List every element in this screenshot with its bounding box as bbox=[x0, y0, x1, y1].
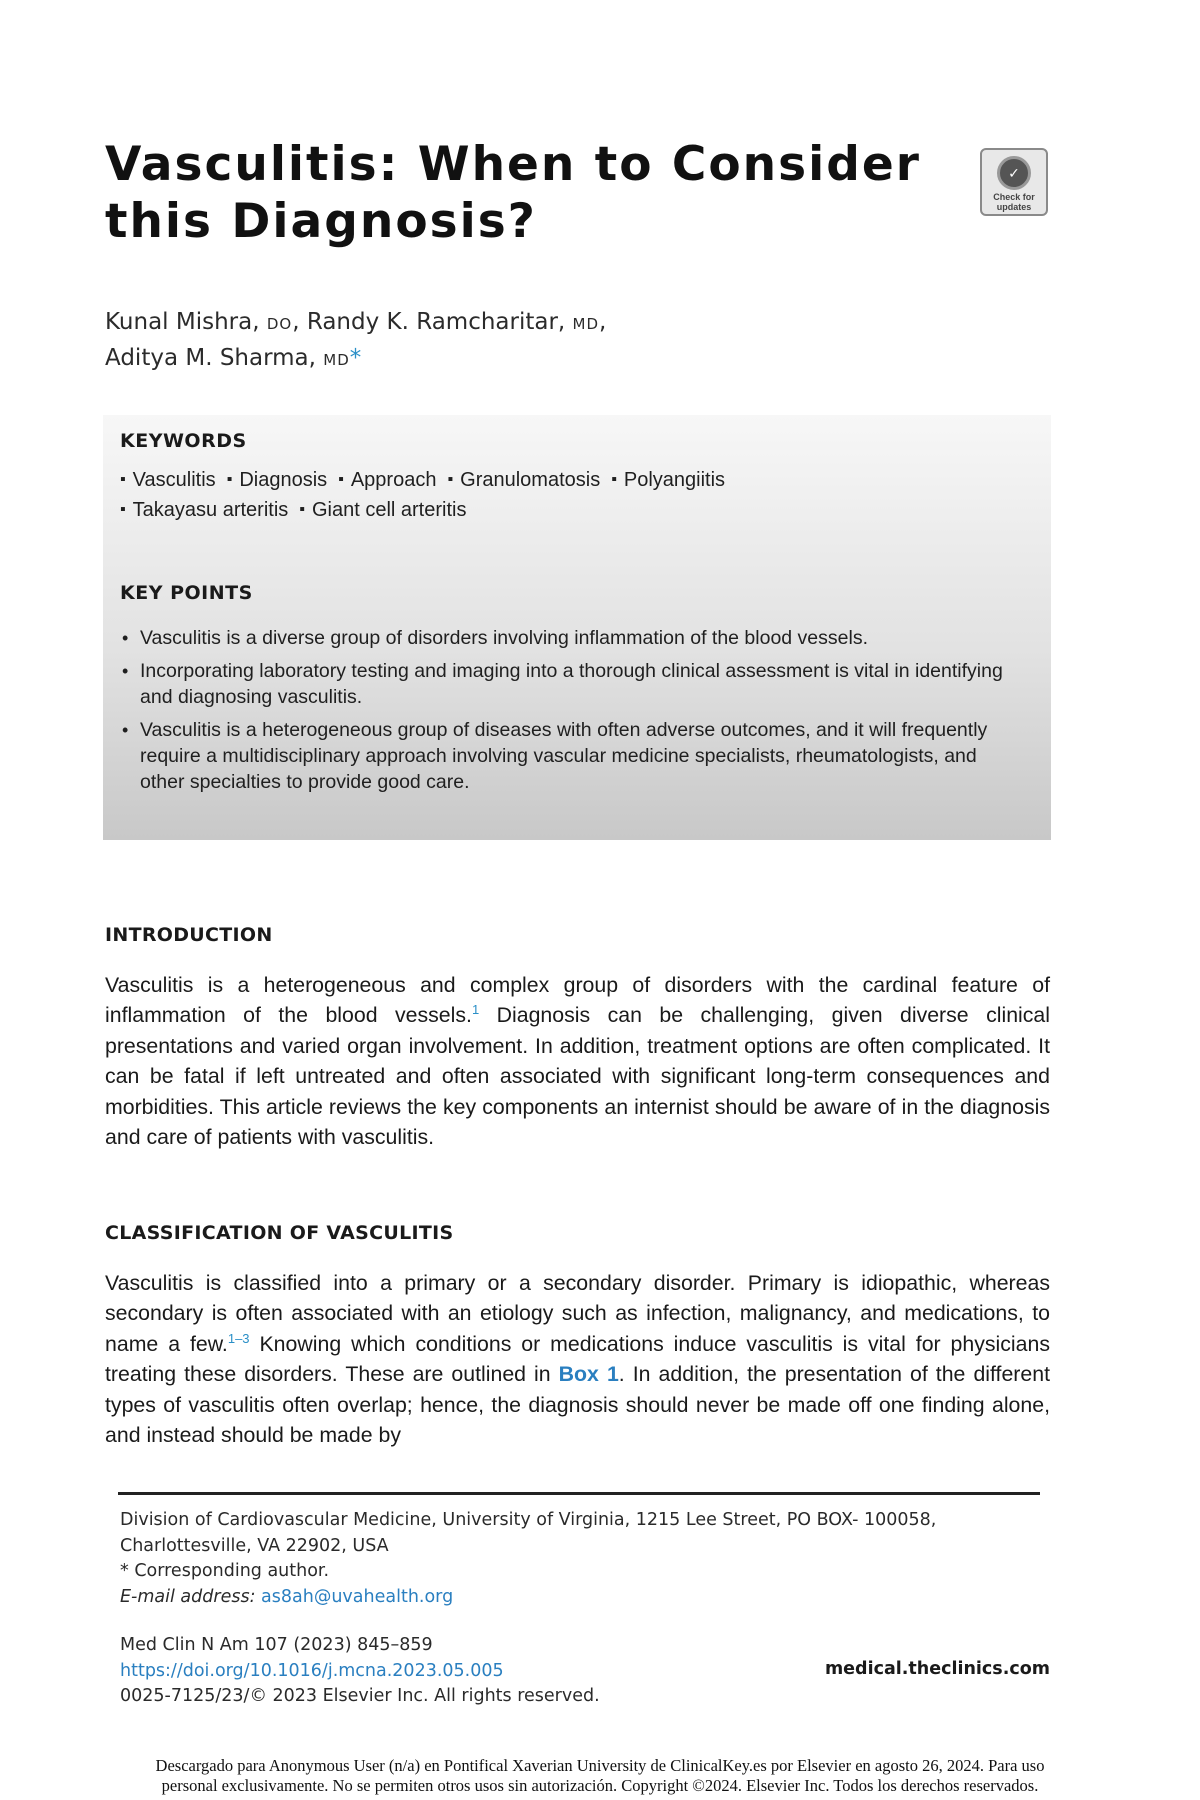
article-title bbox=[105, 136, 925, 250]
doi-link[interactable]: https://doi.org/10.1016/j.mcna.2023.05.005 bbox=[120, 1660, 504, 1681]
email-link[interactable]: as8ah@uvahealth.org bbox=[261, 1586, 454, 1607]
journal-website[interactable]: medical.theclinics.com bbox=[824, 1659, 1050, 1679]
keywords-line-1 bbox=[120, 469, 725, 492]
reference-link[interactable]: 1 bbox=[471, 1002, 480, 1018]
box-1-link[interactable]: Box 1 bbox=[558, 1362, 619, 1387]
corresponding-author-marker[interactable]: * bbox=[349, 345, 362, 371]
author-name: Kunal Mishra, bbox=[105, 309, 260, 335]
key-point: • Incorporating laboratory testing and imaging into a thorough clinical assessment is vital in identifying and diagnosing vasculitis. bbox=[120, 658, 1020, 710]
reference-link[interactable]: 1–3 bbox=[227, 1330, 250, 1346]
download-notice: Descargado para Anonymous User (n/a) en Pontifical Xaverian University de ClinicalKey.es por Elsevier en agosto 26, 2024. Para uso personal exclusivamente. No se permiten otros usos sin autorización. Copyright ©2024. Elsevier Inc. Todos los derechos reservados. bbox=[155, 1756, 1045, 1795]
copyright-line: 0025-7125/23/© 2023 Elsevier Inc. All rights reserved. bbox=[120, 1686, 600, 1706]
classification-paragraph: Vasculitis is classified into a primary or a secondary disorder. Primary is idiopathic, whereas secondary is often associated with an etiology such as infection, malignancy, and medications, to name a few.$^{1-3}$ Knowing which conditions or medications induce vasculitis is vital for physicians treating these disorders. These are outlined in Box 1. In addition, the presentation of the different types of vasculitis often overlap; hence, the diagnosis should never be made off one finding alone, and instead should be made by bbox=[105, 1271, 1051, 1448]
keywords-line-2 bbox=[120, 499, 466, 522]
check-for-updates-badge[interactable] bbox=[980, 148, 1048, 216]
keyword: ▪ Vasculitis bbox=[120, 469, 216, 492]
title-line-1: Vasculitis: When to Consider bbox=[105, 137, 921, 192]
author-name: Aditya M. Sharma, bbox=[105, 345, 316, 371]
keyword: ▪ Polyangiitis bbox=[611, 469, 725, 492]
author-list bbox=[105, 305, 1005, 377]
footnote-divider bbox=[118, 1492, 1040, 1495]
author-degree: MD bbox=[572, 315, 600, 333]
title-line-2: this Diagnosis? bbox=[105, 194, 537, 249]
author-degree: DO bbox=[266, 315, 293, 333]
keywords-keypoints-box bbox=[103, 415, 1051, 840]
affiliation-footnote: Division of Cardiovascular Medicine, University of Virginia, 1215 Lee Street, PO BOX- 100058, Charlottesville, VA 22902, USA * Corresponding author. E-mail address: as8ah@uvahealth.org bbox=[120, 1508, 1050, 1610]
key-point: • Vasculitis is a heterogeneous group of diseases with often adverse outcomes, and it will frequently require a multidisciplinary approach involving vascular medicine specialists, rheumatologists, and other specialties to provide good care. bbox=[120, 717, 1020, 795]
author-degree: MD bbox=[323, 351, 350, 369]
email-label: E-mail address: bbox=[120, 1586, 256, 1607]
keywords-heading: KEYWORDS bbox=[120, 430, 247, 452]
classification-heading: CLASSIFICATION OF VASCULITIS bbox=[105, 1222, 454, 1244]
crossmark-label: Check for updates bbox=[993, 192, 1035, 212]
key-points-heading: KEY POINTS bbox=[120, 582, 253, 604]
keyword: ▪ Approach bbox=[338, 469, 436, 492]
crossmark-icon: ✓ bbox=[997, 156, 1031, 190]
authors-line-1: Kunal Mishra, DO, Randy K. Ramcharitar, MD, bbox=[105, 309, 607, 335]
keyword: ▪ Granulomatosis bbox=[447, 469, 600, 492]
keyword: ▪ Giant cell arteritis bbox=[299, 499, 466, 522]
keyword: ▪ Takayasu arteritis bbox=[120, 499, 288, 522]
journal-citation: Med Clin N Am 107 (2023) 845–859 bbox=[120, 1635, 433, 1655]
introduction-heading: INTRODUCTION bbox=[105, 924, 273, 946]
author-name: Randy K. Ramcharitar, bbox=[306, 309, 566, 335]
authors-line-2 bbox=[105, 341, 1005, 377]
key-point: • Vasculitis is a diverse group of disorders involving inflammation of the blood vessels. bbox=[120, 625, 1020, 651]
citation-block bbox=[120, 1633, 720, 1710]
introduction-paragraph: Vasculitis is a heterogeneous and complex group of disorders with the cardinal feature of inflammation of the blood vessels.$^1$ Diagnosis can be challenging, given diverse clinical presentations and varied organ involvement. In addition, treatment options are often complicated. It can be fatal if left untreated and often associated with significant long-term consequences and morbidities. This article reviews the key components an internist should be aware of in the diagnosis and care of patients with vasculitis. bbox=[105, 973, 1050, 1150]
key-points-list bbox=[120, 625, 1020, 802]
corresponding-note: * Corresponding author. bbox=[120, 1561, 330, 1581]
keyword: ▪ Diagnosis bbox=[227, 469, 328, 492]
